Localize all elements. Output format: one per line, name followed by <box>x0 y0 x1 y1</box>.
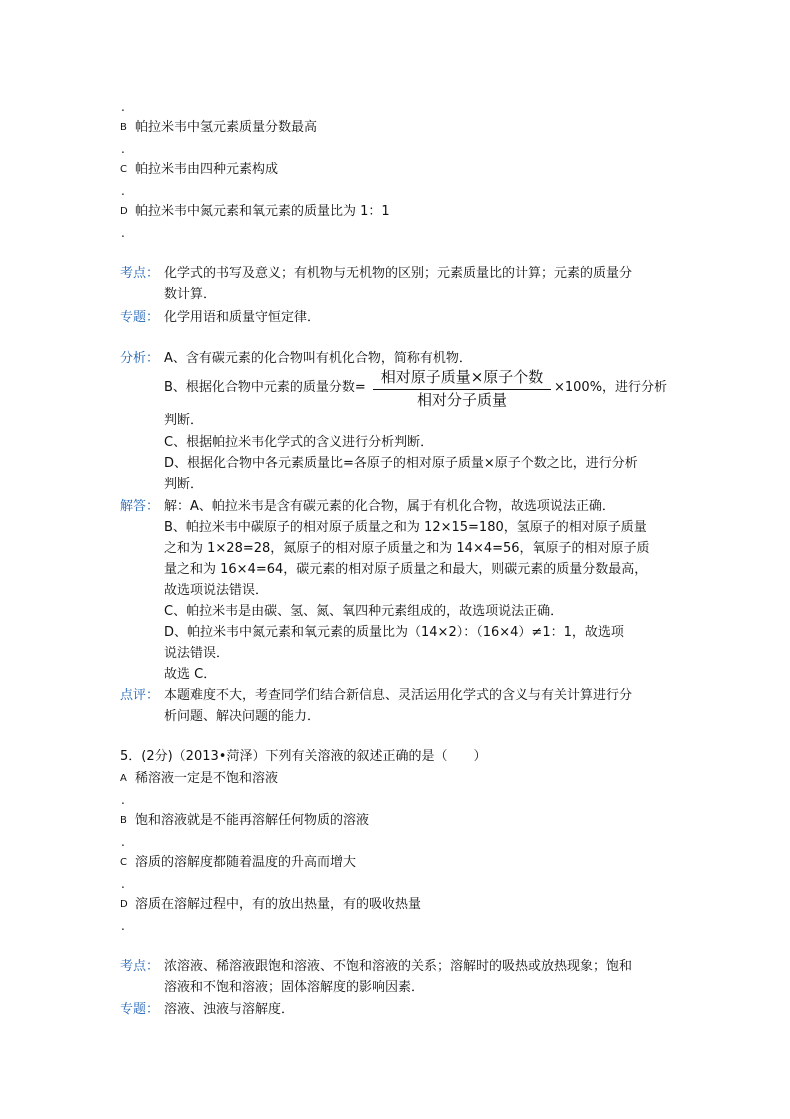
option-separator-dot: . <box>121 226 125 240</box>
jieda-a: 解：A、帕拉米韦是含有碳元素的化合物，属于有机化合物，故选项说法正确． <box>164 499 615 514</box>
q5-zhuanti-text: 溶液、浊液与溶解度． <box>164 1002 295 1017</box>
formula-denominator: 相对分子质量 <box>416 391 507 409</box>
option-separator-dot: . <box>121 184 125 198</box>
q5-option-c-text: 溶质的溶解度都随着温度的升高而增大 <box>135 855 357 870</box>
option-separator-dot: . <box>121 835 125 849</box>
option-c-text: 帕拉米韦由四种元素构成 <box>135 162 279 177</box>
fenxi-b-prefix: B、根据化合物中元素的质量分数= <box>164 380 366 395</box>
jieda-b-line4: 故选项说法错误． <box>164 583 269 598</box>
fenxi-d-line2: 判断． <box>164 477 204 492</box>
fenxi-b-suffix: ×100%，进行分析 <box>554 380 668 395</box>
q5-option-a-letter: A <box>120 773 127 784</box>
mass-fraction-formula <box>371 368 553 412</box>
q5-kaodian-label: 考点： <box>120 959 160 974</box>
dianping-line2: 析问题、解决问题的能力． <box>164 709 321 724</box>
formula-numerator: 相对原子质量×原子个数 <box>380 368 544 386</box>
fenxi-a: A、含有碳元素的化合物叫有机化合物，简称有机物． <box>164 351 472 366</box>
q5-option-a-text: 稀溶液一定是不饱和溶液 <box>135 771 279 786</box>
option-separator-dot: . <box>121 793 125 807</box>
jieda-b-line1: B、帕拉米韦中碳原子的相对原子质量之和为 12×15=180，氢原子的相对原子质量 <box>164 520 647 535</box>
q5-kaodian-line1: 浓溶液、稀溶液跟饱和溶液、不饱和溶液的关系；溶解时的吸热或放热现象；饱和 <box>164 959 633 974</box>
kaodian-text-line1: 化学式的书写及意义；有机物与无机物的区别；元素质量比的计算；元素的质量分 <box>164 266 633 281</box>
jieda-c: C、帕拉米韦是由碳、氢、氮、氧四种元素组成的，故选项说法正确． <box>164 604 564 619</box>
q5-option-b-text: 饱和溶液就是不能再溶解任何物质的溶液 <box>135 813 370 828</box>
jieda-final-answer: 故选 C． <box>164 667 217 682</box>
zhuanti-label: 专题： <box>120 310 160 325</box>
option-d-letter: D <box>120 206 128 217</box>
option-separator-dot: . <box>121 877 125 891</box>
dianping-line1: 本题难度不大，考查同学们结合新信息、灵活运用化学式的含义与有关计算进行分 <box>164 688 633 703</box>
q5-zhuanti-label: 专题： <box>120 1002 160 1017</box>
q5-option-c-letter: C <box>120 857 127 868</box>
zhuanti-text: 化学用语和质量守恒定律． <box>164 310 321 325</box>
fenxi-c: C、根据帕拉米韦化学式的含义进行分析判断． <box>164 435 434 450</box>
fenxi-b-line2: 判断． <box>164 413 204 428</box>
fenxi-label: 分析： <box>120 351 160 366</box>
q5-stem: 5．(2分)（2013•菏泽）下列有关溶液的叙述正确的是（ ） <box>120 749 487 764</box>
jieda-d-line2: 说法错误． <box>164 646 230 661</box>
jieda-b-line3: 量之和为 16×4=64，碳元素的相对原子质量之和最大，则碳元素的质量分数最高， <box>164 562 648 577</box>
option-b-letter: B <box>120 122 127 133</box>
jieda-label: 解答： <box>120 499 160 514</box>
q5-option-d-letter: D <box>120 899 128 910</box>
jieda-d-line1: D、帕拉米韦中氮元素和氧元素的质量比为（14×2）：（16×4）≠1：1，故选项 <box>164 625 624 640</box>
q5-option-b-letter: B <box>120 815 127 826</box>
option-b-text: 帕拉米韦中氢元素质量分数最高 <box>135 120 318 135</box>
option-d-text: 帕拉米韦中氮元素和氧元素的质量比为 1：1 <box>135 204 390 219</box>
dianping-label: 点评： <box>120 688 160 703</box>
option-separator-dot: . <box>121 100 125 114</box>
option-c-letter: C <box>120 164 127 175</box>
option-separator-dot: . <box>121 919 125 933</box>
q5-kaodian-line2: 溶液和不饱和溶液；固体溶解度的影响因素． <box>164 980 425 995</box>
kaodian-text-line2: 数计算． <box>164 287 217 302</box>
jieda-b-line2: 之和为 1×28=28，氮原子的相对原子质量之和为 14×4=56，氧原子的相对原子质 <box>164 541 650 556</box>
fenxi-d-line1: D、根据化合物中各元素质量比=各原子的相对原子质量×原子个数之比，进行分析 <box>164 456 638 471</box>
q5-option-d-text: 溶质在溶解过程中，有的放出热量，有的吸收热量 <box>135 897 422 912</box>
fraction-bar <box>373 389 551 390</box>
kaodian-label: 考点： <box>120 266 160 281</box>
option-separator-dot: . <box>121 142 125 156</box>
